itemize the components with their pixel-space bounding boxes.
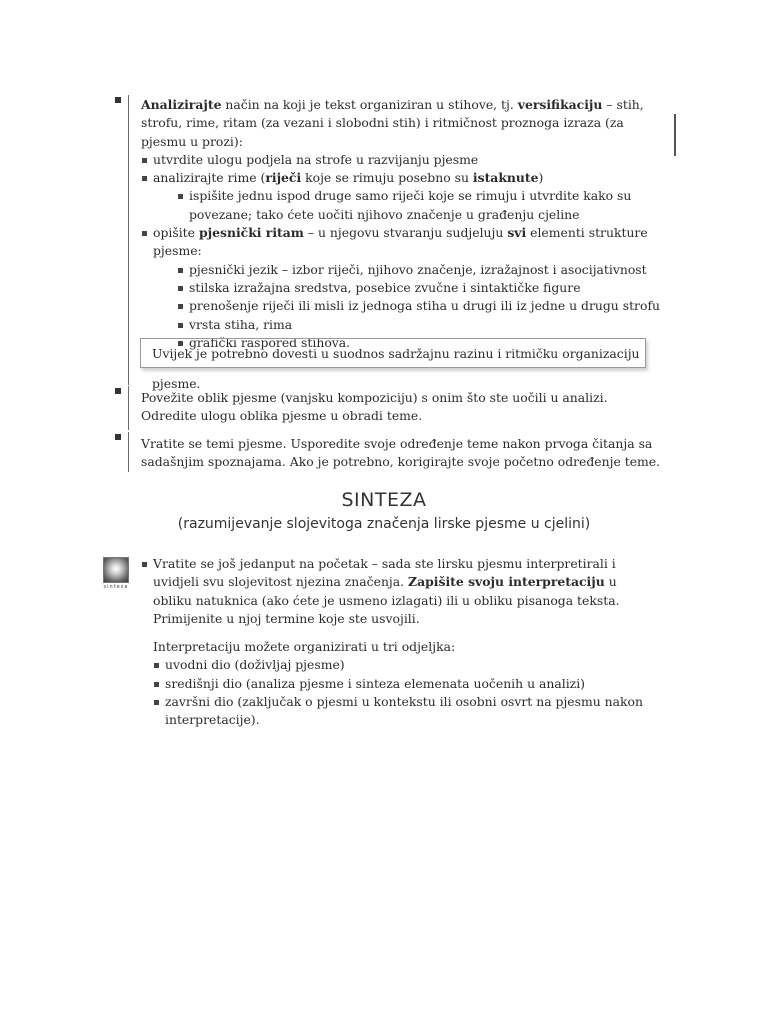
sub-list	[177, 187, 661, 224]
sub-list-item-text: pjesnički jezik – izbor riječi, njihovo značenje, izražajnost i asocijativnost	[189, 261, 647, 277]
sinteza-list	[141, 555, 656, 628]
section-marker-2	[115, 388, 121, 394]
sinteza-organize-text: Interpretaciju možete organizirati u tri odjeljka:	[153, 639, 456, 655]
list-item	[141, 151, 661, 169]
sinteza-subtitle: (razumijevanje slojevitoga značenja lirske pjesme u cjelini)	[177, 516, 591, 532]
sub-list-item	[177, 261, 661, 279]
list-item	[153, 656, 656, 674]
analysis-list	[141, 151, 661, 352]
margin-mark	[674, 114, 676, 156]
intro-text-1: način na koji je tekst organiziran u stihove, tj.	[221, 97, 518, 112]
list-item-text: )	[538, 170, 544, 186]
list-item-text: – u njegovu stvaranju sudjeluju	[303, 225, 508, 241]
list-item	[141, 169, 661, 224]
form-section	[141, 389, 661, 426]
section-marker-1	[115, 97, 121, 103]
sinteza-text-1: Vratite se još jedanput na početak – sada ste lirsku pjesmu interpretirali i uvidjeli svu slojevitost njezina značenja.	[153, 556, 616, 590]
sinteza-parts-list	[141, 656, 656, 729]
theme-section	[141, 435, 661, 472]
sinteza-text-2: u obliku natuknica (ako ćete je usmeno izlagati) ili u obliku pisanoga teksta. Primijenite u njoj termine koje ste usvojili.	[153, 574, 620, 626]
note-box: Uvijek je potrebno dovesti u suodnos sadržajnu razinu i ritmičku organizaciju pjesme.	[140, 338, 646, 368]
sub-list-item-text: stilska izražajna sredstva, posebice zvučne i sintaktičke figure	[189, 279, 581, 295]
margin-rule-1	[128, 95, 129, 385]
list-item-text: elementi strukture pjesme:	[153, 225, 648, 259]
list-item-text: utvrdite ulogu podjela na strofe u razvijanju pjesme	[153, 151, 479, 167]
sub-list-item-text: grafički raspored stihova.	[189, 334, 351, 350]
sinteza-icon-label: sinteza	[103, 584, 129, 590]
list-item	[153, 693, 656, 730]
sub-list-item	[177, 316, 661, 334]
list-item-bold: svi	[507, 225, 527, 241]
theme-section-text: Vratite se temi pjesme. Usporedite svoje određenje teme nakon prvoga čitanja sa sadašnjim spoznajama. Ako je potrebno, korigirajte svoje početno određenje teme.	[141, 436, 661, 470]
analysis-intro	[141, 96, 661, 151]
analysis-section	[141, 96, 661, 352]
section-marker-3	[115, 434, 121, 440]
list-item-bold: istaknute	[472, 170, 539, 186]
sub-list-item-text: prenošenje riječi ili misli iz jednoga stiha u drugi ili iz jedne u drugu strofu	[189, 298, 661, 314]
intro-bold-1: Analizirajte	[141, 97, 222, 112]
sinteza-title: SINTEZA	[341, 489, 427, 511]
sub-list-item	[177, 279, 661, 297]
list-item-text: opišite	[153, 225, 199, 241]
list-item	[141, 224, 661, 352]
list-item	[141, 555, 656, 628]
sub-list-item	[177, 297, 661, 315]
sinteza-section	[141, 555, 656, 730]
sinteza-icon	[101, 557, 131, 591]
list-item-text: završni dio (zaključak o pjesmi u kontekstu ili osobni osvrt na pjesmu nakon interpretacije).	[165, 694, 643, 728]
list-item	[153, 675, 656, 693]
list-item-text: analizirajte rime (	[153, 170, 266, 186]
sub-list-item-text: vrsta stiha, rima	[189, 316, 293, 332]
form-section-text: Povežite oblik pjesme (vanjsku kompoziciju) s onim što ste uočili u analizi. Odredite ulogu oblika pjesme u obradi teme.	[141, 390, 608, 424]
intro-text-2: – stih, strofu, rime, ritam (za vezani i slobodni stih) i ritmičnost proznoga izraza (za pjesmu u prozi):	[141, 97, 644, 149]
list-item-bold: pjesnički ritam	[198, 225, 304, 241]
list-item-text: središnji dio (analiza pjesme i sinteza elemenata uočenih u analizi)	[165, 675, 585, 691]
margin-rule-3	[128, 432, 129, 472]
sinteza-bold: Zapišite svoju interpretaciju	[408, 574, 605, 590]
list-item-bold: riječi	[265, 170, 302, 186]
intro-bold-2: versifikaciju	[517, 97, 603, 112]
sub-list-item-text: ispišite jednu ispod druge samo riječi koje se rimuju i utvrdite kako su povezane; tako ćete uočiti njihovo značenje u građenju cjeline	[189, 188, 632, 222]
list-item-text: uvodni dio (doživljaj pjesme)	[165, 657, 345, 673]
margin-rule-2	[128, 386, 129, 430]
sub-list-item	[177, 187, 661, 224]
list-item-text: koje se rimuju posebno su	[301, 170, 473, 186]
sinteza-emblem	[103, 557, 129, 583]
